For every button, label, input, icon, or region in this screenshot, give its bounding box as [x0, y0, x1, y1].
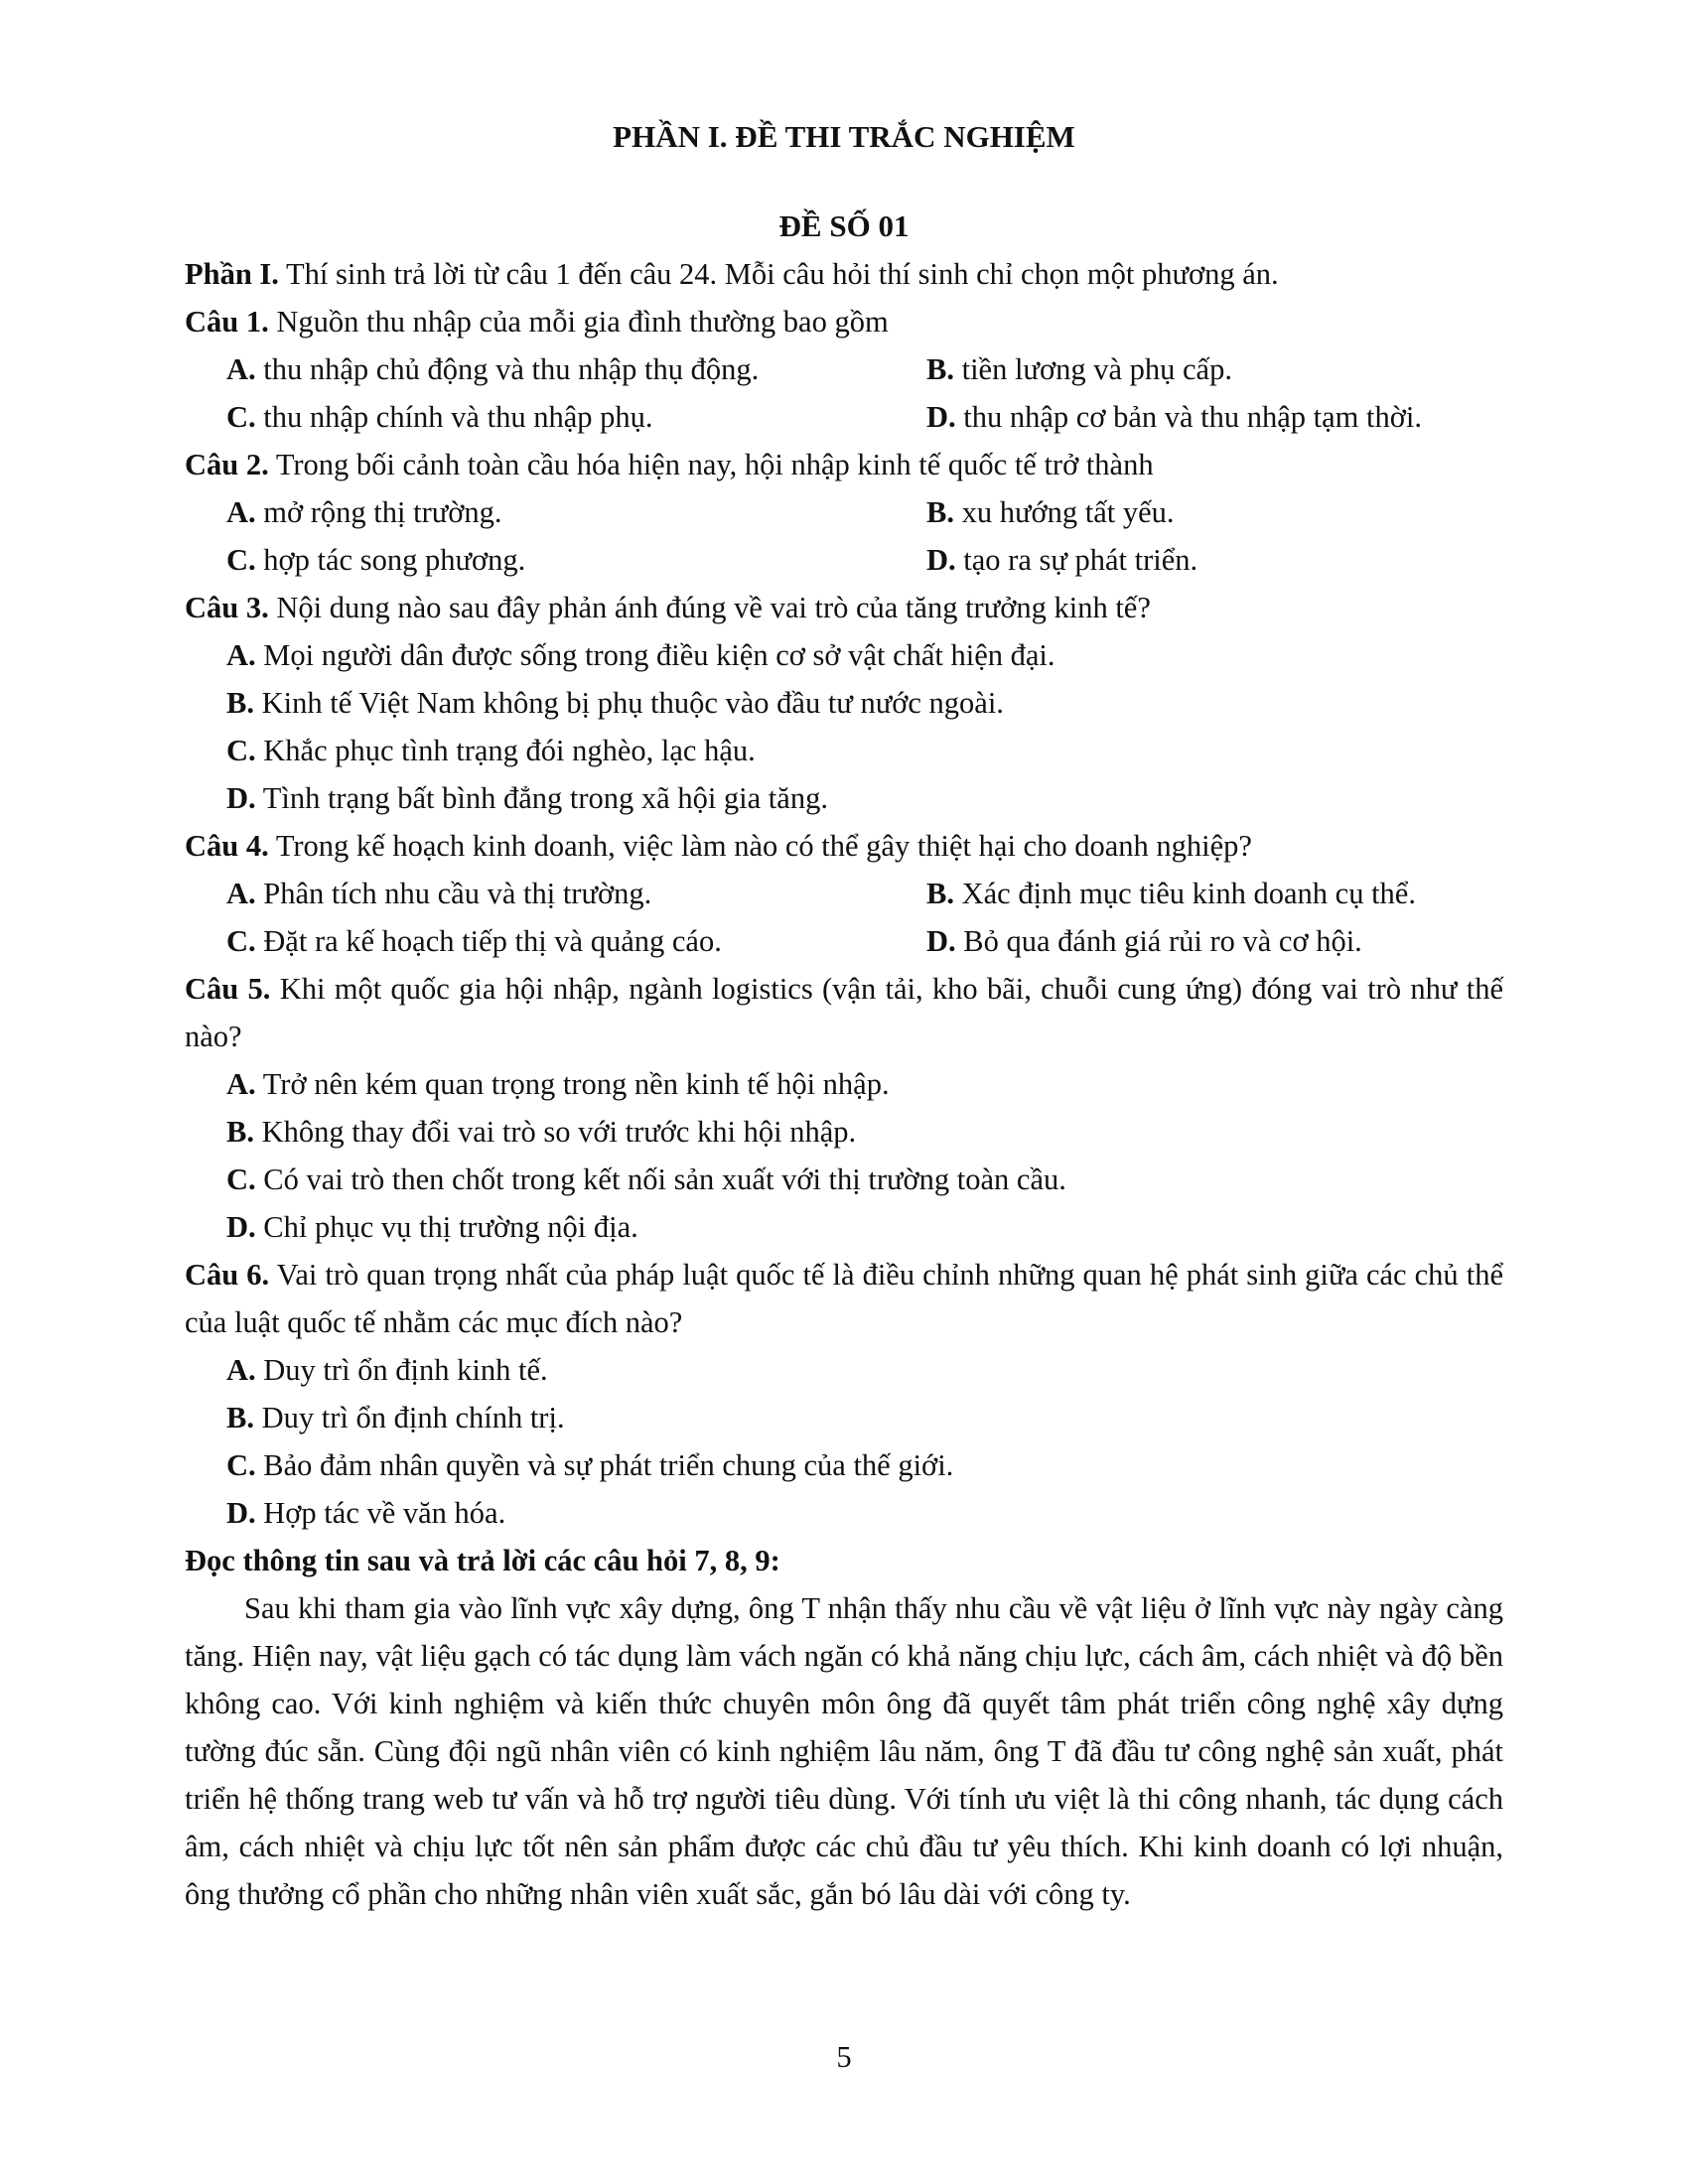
option-letter: C.: [226, 924, 256, 958]
option-letter: B.: [226, 686, 254, 720]
option-c: [226, 917, 926, 965]
question-stem: [185, 298, 1503, 345]
option-text: thu nhập cơ bản và thu nhập tạm thời.: [955, 400, 1422, 434]
option-b: [926, 488, 1542, 536]
page-number: 5: [836, 2040, 852, 2074]
question-3: [185, 584, 1503, 822]
question-text: Nguồn thu nhập của mỗi gia đình thường bao gồm: [268, 305, 889, 339]
option-b: [926, 345, 1542, 393]
options: [185, 488, 1503, 584]
question-5: [185, 965, 1503, 1251]
question-6: [185, 1251, 1503, 1537]
option-b: [926, 870, 1542, 917]
option-letter: A.: [226, 877, 256, 910]
option-text: Bỏ qua đánh giá rủi ro và cơ hội.: [955, 924, 1362, 958]
options: [185, 870, 1503, 965]
option-text: Tình trạng bất bình đẳng trong xã hội gia tăng.: [255, 781, 828, 815]
option-letter: A.: [226, 1353, 256, 1387]
option-letter: D.: [226, 781, 256, 815]
option-c: [226, 536, 926, 584]
option-c: [226, 1441, 1503, 1489]
option-letter: D.: [226, 1496, 256, 1530]
option-text: thu nhập chủ động và thu nhập thụ động.: [255, 352, 760, 386]
option-text: thu nhập chính và thu nhập phụ.: [255, 400, 653, 434]
option-d: [226, 1489, 1503, 1537]
question-stem: [185, 584, 1503, 631]
option-text: mở rộng thị trường.: [255, 495, 502, 529]
option-d: [226, 774, 1503, 822]
option-letter: B.: [926, 877, 954, 910]
question-2: [185, 441, 1503, 584]
options: [185, 1346, 1503, 1537]
option-d: [926, 536, 1542, 584]
option-letter: C.: [226, 543, 256, 577]
option-text: Mọi người dân được sống trong điều kiện cơ sở vật chất hiện đại.: [255, 638, 1055, 672]
option-text: tạo ra sự phát triển.: [955, 543, 1198, 577]
question-text: Trong kế hoạch kinh doanh, việc làm nào có thể gây thiệt hại cho doanh nghiệp?: [268, 829, 1252, 863]
instruction-label: Phần I.: [185, 257, 279, 291]
option-text: hợp tác song phương.: [255, 543, 526, 577]
option-a: [226, 1060, 1503, 1108]
question-stem: [185, 965, 1503, 1060]
option-letter: B.: [226, 1115, 254, 1149]
option-d: [226, 1203, 1503, 1251]
option-letter: B.: [926, 495, 954, 529]
question-4: [185, 822, 1503, 965]
instruction: [185, 250, 1503, 298]
question-label: Câu 5.: [185, 972, 271, 1006]
option-text: Không thay đổi vai trò so với trước khi hội nhập.: [253, 1115, 857, 1149]
options: [185, 631, 1503, 822]
option-text: tiền lương và phụ cấp.: [953, 352, 1232, 386]
reading-passage: Sau khi tham gia vào lĩnh vực xây dựng, ông T nhận thấy nhu cầu về vật liệu ở lĩnh vực này ngày càng tăng. Hiện nay, vật liệu gạch có tác dụng làm vách ngăn có khả năng chịu lực, cách âm, cách nhiệt và độ bền không cao. Với kinh nghiệm và kiến thức chuyên môn ông đã quyết tâm phát triển công nghệ xây dựng tường đúc sẵn. Cùng đội ngũ nhân viên có kinh nghiệm lâu năm, ông T đã đầu tư công nghệ sản xuất, phát triển hệ thống trang web tư vấn và hỗ trợ người tiêu dùng. Với tính ưu việt là thi công nhanh, tác dụng cách âm, cách nhiệt và chịu lực tốt nên sản phẩm được các chủ đầu tư yêu thích. Khi kinh doanh có lợi nhuận, ông thưởng cổ phần cho những nhân viên xuất sắc, gắn bó lâu dài với công ty.: [185, 1591, 1503, 1911]
option-letter: D.: [226, 1210, 256, 1244]
options: [185, 1060, 1503, 1251]
option-letter: D.: [926, 543, 956, 577]
question-label: Câu 1.: [185, 305, 269, 339]
option-letter: A.: [226, 1067, 256, 1101]
option-a: [226, 488, 926, 536]
option-b: [226, 1394, 1503, 1441]
question-label: Câu 3.: [185, 591, 269, 624]
question-label: Câu 6.: [185, 1258, 270, 1292]
option-text: Bảo đảm nhân quyền và sự phát triển chung của thế giới.: [255, 1448, 954, 1482]
option-d: [926, 917, 1542, 965]
option-text: Phân tích nhu cầu và thị trường.: [255, 877, 652, 910]
option-letter: D.: [926, 400, 956, 434]
question-stem: [185, 1251, 1503, 1346]
option-a: [226, 870, 926, 917]
option-letter: A.: [226, 638, 256, 672]
option-letter: B.: [926, 352, 954, 386]
option-b: [226, 679, 1503, 727]
option-text: Duy trì ổn định kinh tế.: [255, 1353, 548, 1387]
option-letter: D.: [926, 924, 956, 958]
option-letter: A.: [226, 495, 256, 529]
question-label: Câu 4.: [185, 829, 269, 863]
instruction-text: Thí sinh trả lời từ câu 1 đến câu 24. Mỗi câu hỏi thí sinh chỉ chọn một phương án.: [278, 257, 1279, 291]
option-text: Hợp tác về văn hóa.: [255, 1496, 506, 1530]
option-c: [226, 393, 926, 441]
option-text: Có vai trò then chốt trong kết nối sản xuất với thị trường toàn cầu.: [255, 1162, 1066, 1196]
option-text: Khắc phục tình trạng đói nghèo, lạc hậu.: [255, 734, 756, 767]
option-letter: C.: [226, 1162, 256, 1196]
option-d: [926, 393, 1542, 441]
option-c: [226, 727, 1503, 774]
option-letter: B.: [226, 1401, 254, 1434]
question-text: Khi một quốc gia hội nhập, ngành logistics (vận tải, kho bãi, chuỗi cung ứng) đóng vai trò như thế nào?: [185, 972, 1503, 1053]
option-b: [226, 1108, 1503, 1156]
option-a: [226, 1346, 1503, 1394]
section-title: PHẦN I. ĐỀ THI TRẮC NGHIỆM: [613, 119, 1075, 154]
option-letter: C.: [226, 734, 256, 767]
option-letter: A.: [226, 352, 256, 386]
option-a: [226, 631, 1503, 679]
question-label: Câu 2.: [185, 448, 269, 481]
option-text: Xác định mục tiêu kinh doanh cụ thể.: [953, 877, 1416, 910]
option-letter: C.: [226, 1448, 256, 1482]
question-stem: [185, 822, 1503, 870]
option-text: Duy trì ổn định chính trị.: [253, 1401, 565, 1434]
exam-number: ĐỀ SỐ 01: [778, 208, 910, 243]
question-1: [185, 298, 1503, 441]
question-text: Trong bối cảnh toàn cầu hóa hiện nay, hội nhập kinh tế quốc tế trở thành: [268, 448, 1154, 481]
question-text: Vai trò quan trọng nhất của pháp luật quốc tế là điều chỉnh những quan hệ phát sinh giữa các chủ thể của luật quốc tế nhằm các mục đích nào?: [185, 1258, 1503, 1339]
question-text: Nội dung nào sau đây phản ánh đúng về vai trò của tăng trưởng kinh tế?: [268, 591, 1151, 624]
option-text: Kinh tế Việt Nam không bị phụ thuộc vào đầu tư nước ngoài.: [253, 686, 1004, 720]
option-text: Chỉ phục vụ thị trường nội địa.: [255, 1210, 638, 1244]
option-text: xu hướng tất yếu.: [953, 495, 1175, 529]
option-c: [226, 1156, 1503, 1203]
reading-title: Đọc thông tin sau và trả lời các câu hỏi 7, 8, 9:: [185, 1544, 780, 1577]
option-letter: C.: [226, 400, 256, 434]
exam-page: [185, 117, 1503, 1918]
option-text: Trở nên kém quan trọng trong nền kinh tế hội nhập.: [255, 1067, 890, 1101]
options: [185, 345, 1503, 441]
question-stem: [185, 441, 1503, 488]
option-text: Đặt ra kế hoạch tiếp thị và quảng cáo.: [255, 924, 722, 958]
option-a: [226, 345, 926, 393]
